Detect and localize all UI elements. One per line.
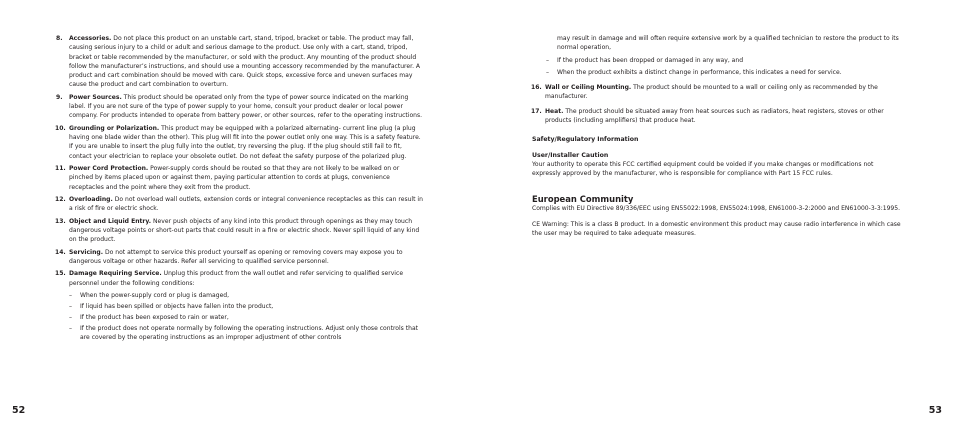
item-title: Grounding or Polarization. [69,124,160,132]
condition-text: When the power-supply cord or plug is damaged, [80,292,230,300]
page-number: 52 [12,405,26,416]
condition-list-item [56,313,424,322]
page-number: 53 [928,405,942,416]
item-text: The product should be situated away from heat sources such as radiators, heat registers, stoves or other products (including amplifiers) that produce heat. [545,107,884,125]
condition-list-item [56,302,424,311]
condition-text: When the product exhibits a distinct change in performance, this indicates a need for service. [557,68,842,76]
right-page [477,0,954,432]
dash-bullet: – [69,324,73,332]
item-text: Power-supply cords should be routed so that they are not likely to be walked on or pinched by items placed upon or against them, paying particular attention to cords at plugs, convenience receptacles and the point where they exit from the product. [69,165,400,191]
item-8-accessories [56,34,424,90]
item-title: Power Sources. [69,93,122,101]
item-number: 14. [55,248,66,256]
item-14-servicing [56,248,424,267]
item-12-overloading [56,195,424,214]
condition-list-item [56,324,424,343]
condition-text: If the product has been exposed to rain or water, [80,313,229,321]
item-number: 16. [531,84,542,92]
item-number: 8. [56,35,63,42]
item-15-damage-service [56,269,424,288]
item-9-power-sources [56,93,424,121]
item-text: Do not place this product on an unstable cart, stand, tripod, bracket or table. The product may fall, causing serious injury to a child or adult and serious damage to the product. Use only with a cart, stand, tripod, bracket or table recommended by the manufacturer, or sold with the product. Any mounting of the product should follow the manufacturer’s instructions, and should use a mounting accessory recommended by the manufacturer. A product and cart combination should be moved with care. Quick stops, excessive force and uneven surfaces may cause the product and cart combination to overturn. [69,35,421,89]
item-text: Unplug this product from the wall outlet and refer servicing to qualified service personnel under the following conditions: [69,270,404,287]
item-text: Do not overload wall outlets, extension cords or integral convenience receptacles as this can result in a risk of fire or electric shock. [69,196,423,213]
condition-text: If the product has been dropped or damaged in any way, and [557,56,744,64]
item-10-grounding [56,124,424,161]
condition-text: If the product does not operate normally by following the operating instructions. Adjust only those controls that are covered by the operating instructions as an improper adjustment of other controls [80,324,419,341]
dash-bullet: – [546,56,550,64]
item-number: 11. [55,165,66,173]
item-title: Power Cord Protection. [69,165,149,173]
item-13-object-liquid [56,217,424,245]
dash-bullet: – [69,302,73,310]
dash-bullet: – [546,68,550,76]
right-text-column [532,34,902,238]
item-text: Do not attempt to service this product yourself as opening or removing covers may expose you to dangerous voltage or other hazards. Refer all servicing to qualified service personnel. [69,248,403,266]
eu-text: Complies with EU Directive 89/336/EEC using EN55022:1998, EN55024:1998, EN61000-3-2:2000 and EN61000-3-3:1995. [532,204,901,212]
item-11-power-cord [56,164,424,192]
item-text: This product should be operated only from the type of power source indicated on the marking label. If you are not sure of the type of power supply to your home, consult your product dealer or local power company. For products intended to operate from battery power, or other sources, refer to the operating instructions. [69,93,423,120]
item-number: 12. [55,196,66,204]
item-title: Servicing. [69,248,104,256]
condition-list-item [532,56,902,65]
safety-heading: Safety/Regulatory Information [532,136,639,144]
item-text: Never push objects of any kind into this product through openings as they may touch dangerous voltage points or short-out parts that could result in a fire or electric shock. Never spill liquid of any kind on the product. [69,217,420,244]
condition-text: If liquid has been spilled or objects have fallen into the product, [80,302,274,310]
spacer [532,213,902,220]
item-title: Accessories. [69,35,112,42]
left-text-column [56,34,424,344]
dash-bullet: – [69,313,73,321]
item-title: Wall or Ceiling Mounting. [545,84,632,92]
item-17-heat [532,107,902,126]
ce-warning-text: CE Warning: This is a class B product. In a domestic environment this product may cause radio interference in which case the user may be required to take adequate measures. [532,220,901,238]
item-number: 13. [55,217,66,225]
item-title: Overloading. [69,196,113,204]
item-title: Damage Requiring Service. [69,270,162,278]
installer-text: Your authority to operate this FCC certified equipment could be voided if you make changes or modifications not expressly approved by the manufacturer, who is responsible for compliance with Part 15 FCC rules. [532,160,874,178]
condition-list-item [532,68,902,77]
item-number: 9. [56,93,63,101]
condition-list-item [56,291,424,300]
item-title: Heat. [545,107,564,115]
item-title: Object and Liquid Entry. [69,217,152,225]
item-text: The product should be mounted to a wall or ceiling only as recommended by the manufacturer. [545,84,878,101]
item-number: 17. [531,107,542,115]
dash-bullet: – [69,292,73,300]
item-number: 10. [55,124,66,132]
item-number: 15. [55,270,66,278]
item-16-wall-mounting [532,83,902,102]
installer-heading: User/Installer Caution [532,151,609,159]
eu-heading: European Community [532,193,634,204]
item-text: This product may be equipped with a polarized alternating- current line plug (a plug having one blade wider than the other). This plug will fit into the power outlet only one way. This is a safety feature. If you are unable to insert the plug fully into the outlet, try reversing the plug. If the plug should still fail to fit, contact your electrician to replace your obsolete outlet. Do not defeat the safety purpose of the polarized plug. [69,124,421,160]
continuation-text: may result in damage and will often require extensive work by a qualified technician to restore the product to its normal operation, [557,35,899,52]
